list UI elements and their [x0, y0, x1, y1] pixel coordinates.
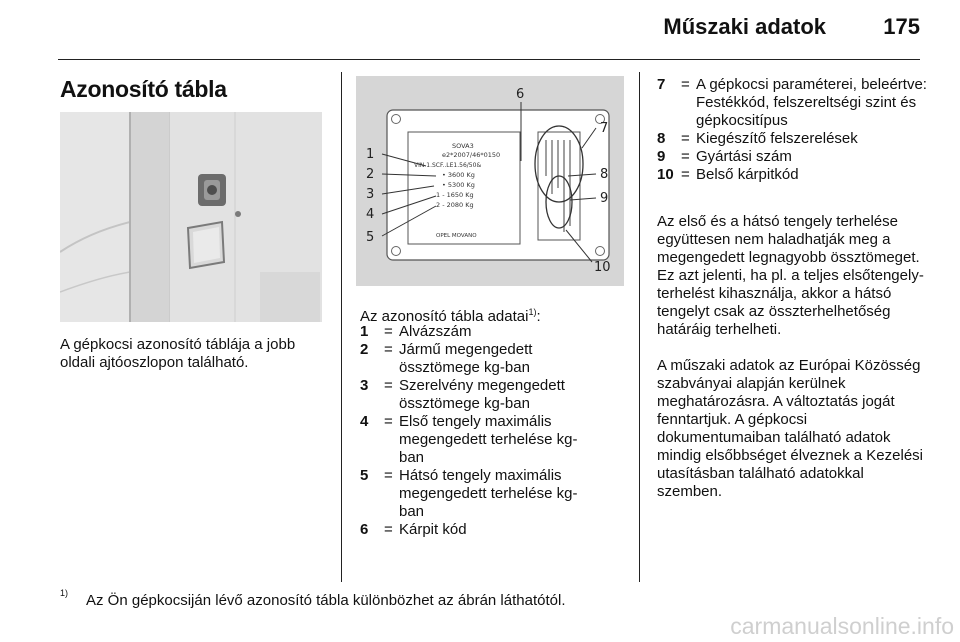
legend-number: 2: [360, 341, 369, 358]
axle-load-paragraph: Az első és a hátsó tengely terhelése együttesen nem haladhatják meg a megengedett legnagyobb össztömeget. Ez azt jelenti, ha pl. a teljes elsőtengely-terhelést kihasználja, akkor a hátsó tengelyt csak az összterhelhetőség határáig terhelheti.: [657, 213, 924, 338]
plate-legend-list-1: [360, 323, 600, 539]
plate-line-8: OPEL MOVANO: [436, 233, 477, 239]
legend-item: [657, 148, 927, 166]
footnote-ref: 1): [528, 307, 537, 317]
legend-equals: =: [384, 323, 393, 340]
plate-line-1: SOVA3: [452, 142, 474, 150]
legend-item: [360, 521, 600, 539]
legend-text: Belső kárpitkód: [696, 166, 799, 183]
legend-item: [360, 341, 600, 377]
callout-6: 6: [516, 87, 525, 102]
standards-paragraph: A műszaki adatok az Európai Közösség szabványai alapján kerülnek meghatározásra. A változtatás jogát fenntartjuk. A gépkocsi dokumentumaiban található adatok mindig elsőbbséget élveznek a Kezelési utasításban található adatokkal szemben.: [657, 357, 923, 500]
page-number: 175: [883, 14, 920, 39]
legend-item: [360, 467, 600, 521]
legend-equals: =: [681, 148, 690, 165]
legend-text: Első tengely maximális megengedett terhelése kg-ban: [399, 413, 578, 466]
legend-number: 7: [657, 76, 666, 93]
legend-equals: =: [384, 413, 393, 430]
legend-item: [657, 130, 927, 148]
legend-equals: =: [384, 341, 393, 358]
legend-item: [360, 377, 600, 413]
page-header-title: Műszaki adatok: [663, 14, 826, 39]
callout-8: 8: [600, 167, 609, 182]
legend-number: 10: [657, 166, 674, 183]
legend-intro: Az azonosító tábla adatai$^{1)}$:: [360, 307, 541, 325]
section-title: Azonosító tábla: [60, 76, 227, 102]
callout-5: 5: [366, 230, 375, 245]
legend-text: Kárpit kód: [399, 521, 467, 538]
plate-line-5: • 5300 Kg: [442, 181, 475, 189]
id-plate-diagram: [356, 76, 624, 286]
legend-text: Kiegészítő felszerelések: [696, 130, 858, 147]
callout-2: 2: [366, 167, 375, 182]
legend-text: Jármű megengedett össztömege kg-ban: [399, 341, 533, 376]
header-divider: [58, 59, 920, 60]
legend-number: 5: [360, 467, 369, 484]
plate-line-4: • 3600 Kg: [442, 171, 475, 179]
legend-item: [657, 76, 927, 130]
legend-number: 9: [657, 148, 666, 165]
legend-equals: =: [384, 467, 393, 484]
callout-1: 1: [366, 147, 375, 162]
plate-line-7: 2 - 2080 Kg: [436, 201, 474, 209]
legend-equals: =: [384, 521, 393, 538]
legend-equals: =: [681, 166, 690, 183]
plate-line-3: VIN 1.SCF..LE1.56/50&: [414, 162, 482, 169]
legend-text: Hátsó tengely maximális megengedett terhelése kg-ban: [399, 467, 578, 520]
callout-4: 4: [366, 207, 375, 222]
legend-equals: =: [681, 76, 690, 93]
legend-number: 4: [360, 413, 369, 430]
legend-text: A gépkocsi paraméterei, beleértve: Festékkód, felszereltségi szint és gépkocsitípus: [696, 76, 927, 129]
legend-text: Gyártási szám: [696, 148, 792, 165]
plate-line-6: 1 - 1650 Kg: [436, 191, 474, 199]
callout-9: 9: [600, 191, 609, 206]
column-divider-right: [639, 72, 640, 582]
legend-text: Alvázszám: [399, 323, 472, 340]
legend-number: 6: [360, 521, 369, 538]
legend-number: 8: [657, 130, 666, 147]
legend-item: [360, 413, 600, 467]
plate-legend-list-2: [657, 76, 927, 184]
footnote-mark: 1): [60, 588, 69, 598]
legend-equals: =: [384, 377, 393, 394]
footnote-text: Az Ön gépkocsiján lévő azonosító tábla különbözhet az ábrán láthatótól.: [86, 592, 566, 609]
callout-10: 10: [594, 260, 611, 275]
legend-number: 3: [360, 377, 369, 394]
callout-3: 3: [366, 187, 375, 202]
photo-caption: A gépkocsi azonosító táblája a jobb oldali ajtóoszlopon található.: [60, 336, 296, 371]
legend-equals: =: [681, 130, 690, 147]
plate-line-2: e2*2007/46*0150: [442, 151, 501, 159]
column-divider-left: [341, 72, 342, 582]
door-pillar-photo: [60, 112, 322, 322]
callout-7: 7: [600, 121, 609, 136]
legend-text: Szerelvény megengedett össztömege kg-ban: [399, 377, 565, 412]
legend-item: [360, 323, 600, 341]
legend-item: [657, 166, 927, 184]
watermark: carmanualsonline.info: [730, 613, 954, 639]
legend-number: 1: [360, 323, 369, 340]
